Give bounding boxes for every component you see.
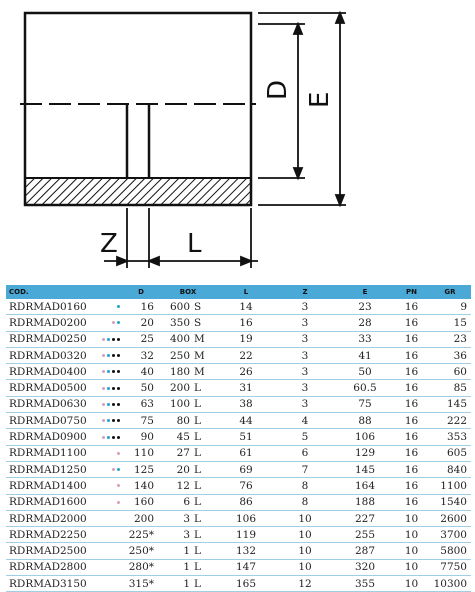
wall-section-hatch: [25, 178, 251, 205]
cell-cod: RDRMAD2500: [6, 543, 92, 559]
cell-cod: RDRMAD2000: [6, 510, 92, 526]
cell-marks: [92, 461, 124, 477]
availability-dot-icon: [112, 419, 115, 422]
box-quantity: 12: [176, 479, 190, 492]
box-quantity: 350: [169, 316, 190, 329]
cell-gr: 222: [429, 413, 471, 429]
cell-e: 88: [336, 413, 394, 429]
cell-z: 3: [274, 347, 336, 363]
cell-pn: 16: [394, 461, 429, 477]
cell-l: 76: [218, 478, 274, 494]
cell-l: 165: [218, 576, 274, 592]
box-unit: S: [194, 300, 202, 313]
cell-gr: 23: [429, 331, 471, 347]
cell-gr: 1540: [429, 494, 471, 510]
availability-dot-icon: [117, 370, 120, 373]
cell-d: 125: [124, 461, 158, 477]
cell-box: [158, 543, 218, 559]
box-unit: L: [194, 561, 201, 574]
box-unit: L: [194, 447, 201, 460]
cell-z: 10: [274, 527, 336, 543]
cell-gr: 15: [429, 315, 471, 331]
cell-box: [158, 429, 218, 445]
cell-marks: [92, 396, 124, 412]
cell-cod: RDRMAD0320: [6, 347, 92, 363]
table-row: [6, 543, 471, 559]
table-row: [6, 380, 471, 396]
dimension-z-l: [104, 208, 258, 268]
cell-z: 3: [274, 331, 336, 347]
table-row: [6, 445, 471, 461]
cell-z: 12: [274, 576, 336, 592]
dimension-e: [258, 13, 346, 205]
cell-z: 3: [274, 315, 336, 331]
availability-dot-icon: [112, 468, 115, 471]
table-row: [6, 347, 471, 363]
label-z: Z: [100, 229, 118, 259]
cell-l: 31: [218, 380, 274, 396]
box-unit: L: [194, 528, 201, 541]
cell-marks: [92, 331, 124, 347]
cell-d: 250*: [124, 543, 158, 559]
box-unit: L: [194, 479, 201, 492]
cell-l: 147: [218, 559, 274, 575]
product-spec-table: [6, 285, 471, 592]
cell-marks: [92, 364, 124, 380]
label-l: L: [187, 229, 202, 259]
cell-gr: 5800: [429, 543, 471, 559]
cell-e: 33: [336, 331, 394, 347]
cell-e: 60.5: [336, 380, 394, 396]
availability-dot-icon: [117, 321, 120, 324]
header-box: BOX: [158, 285, 218, 299]
cell-l: 16: [218, 315, 274, 331]
cell-l: 61: [218, 445, 274, 461]
cell-gr: 9: [429, 299, 471, 315]
box-quantity: 3: [183, 512, 190, 525]
cell-e: 106: [336, 429, 394, 445]
cell-cod: RDRMAD1250: [6, 461, 92, 477]
availability-dot-icon: [117, 484, 120, 487]
cell-z: 6: [274, 445, 336, 461]
cell-d: 16: [124, 299, 158, 315]
cell-z: 3: [274, 299, 336, 315]
box-quantity: 100: [169, 398, 190, 411]
table-row: [6, 331, 471, 347]
cell-box: [158, 445, 218, 461]
cell-cod: RDRMAD0250: [6, 331, 92, 347]
box-unit: S: [194, 316, 202, 329]
cell-box: [158, 380, 218, 396]
cell-pn: 10: [394, 576, 429, 592]
availability-dot-icon: [102, 370, 105, 373]
cell-cod: RDRMAD0630: [6, 396, 92, 412]
availability-dot-icon: [112, 321, 115, 324]
availability-dot-icon: [102, 419, 105, 422]
cell-marks: [92, 494, 124, 510]
box-quantity: 1: [183, 545, 190, 558]
cell-gr: 10300: [429, 576, 471, 592]
box-unit: L: [194, 545, 201, 558]
availability-dot-icon: [117, 452, 120, 455]
cell-pn: 16: [394, 429, 429, 445]
cell-z: 4: [274, 413, 336, 429]
cell-marks: [92, 347, 124, 363]
label-d: D: [263, 79, 293, 100]
box-quantity: 27: [176, 447, 190, 460]
availability-dot-icon: [107, 436, 110, 439]
cell-pn: 16: [394, 364, 429, 380]
cell-pn: 16: [394, 380, 429, 396]
cell-d: 90: [124, 429, 158, 445]
table-row: [6, 396, 471, 412]
box-quantity: 600: [169, 300, 190, 313]
cell-l: 26: [218, 364, 274, 380]
availability-dot-icon: [112, 338, 115, 341]
cell-box: [158, 331, 218, 347]
cell-cod: RDRMAD0200: [6, 315, 92, 331]
cell-box: [158, 510, 218, 526]
availability-dot-icon: [117, 436, 120, 439]
box-quantity: 180: [169, 365, 190, 378]
coupling-technical-drawing: [0, 0, 475, 280]
cell-l: 119: [218, 527, 274, 543]
coupling-body: [25, 13, 251, 205]
cell-pn: 10: [394, 543, 429, 559]
cell-box: [158, 527, 218, 543]
cell-e: 164: [336, 478, 394, 494]
cell-d: 225*: [124, 527, 158, 543]
header-e: E: [336, 285, 394, 299]
cell-d: 32: [124, 347, 158, 363]
table-row: [6, 299, 471, 315]
box-unit: L: [194, 414, 201, 427]
cell-e: 28: [336, 315, 394, 331]
cell-e: 355: [336, 576, 394, 592]
cell-l: 14: [218, 299, 274, 315]
cell-z: 5: [274, 429, 336, 445]
cell-pn: 10: [394, 527, 429, 543]
availability-dot-icon: [117, 305, 120, 308]
cell-marks: [92, 380, 124, 396]
cell-pn: 16: [394, 413, 429, 429]
cell-gr: 353: [429, 429, 471, 445]
availability-dot-icon: [107, 370, 110, 373]
box-quantity: 80: [176, 414, 190, 427]
table-header-row: [6, 285, 471, 299]
availability-dot-icon: [112, 354, 115, 357]
cell-pn: 16: [394, 315, 429, 331]
box-unit: M: [194, 365, 205, 378]
cell-pn: 16: [394, 445, 429, 461]
availability-dot-icon: [107, 403, 110, 406]
cell-gr: 145: [429, 396, 471, 412]
table-row: [6, 429, 471, 445]
cell-d: 75: [124, 413, 158, 429]
availability-dot-icon: [117, 501, 120, 504]
cell-l: 86: [218, 494, 274, 510]
cell-pn: 16: [394, 478, 429, 494]
cell-z: 3: [274, 380, 336, 396]
cell-marks: [92, 543, 124, 559]
cell-gr: 840: [429, 461, 471, 477]
availability-dot-icon: [117, 354, 120, 357]
table-row: [6, 461, 471, 477]
cell-marks: [92, 299, 124, 315]
box-unit: M: [194, 349, 205, 362]
header-d: D: [124, 285, 158, 299]
cell-d: 200: [124, 510, 158, 526]
cell-pn: 16: [394, 494, 429, 510]
cell-marks: [92, 315, 124, 331]
cell-cod: RDRMAD3150: [6, 576, 92, 592]
table-row: [6, 510, 471, 526]
cell-marks: [92, 478, 124, 494]
cell-gr: 2600: [429, 510, 471, 526]
cell-pn: 16: [394, 331, 429, 347]
cell-box: [158, 478, 218, 494]
cell-z: 3: [274, 364, 336, 380]
cell-e: 320: [336, 559, 394, 575]
cell-cod: RDRMAD0900: [6, 429, 92, 445]
cell-z: 10: [274, 543, 336, 559]
cell-box: [158, 413, 218, 429]
availability-dot-icon: [117, 419, 120, 422]
box-quantity: 1: [183, 561, 190, 574]
cell-l: 106: [218, 510, 274, 526]
cell-cod: RDRMAD0750: [6, 413, 92, 429]
box-quantity: 3: [183, 528, 190, 541]
availability-dot-icon: [112, 387, 115, 390]
cell-gr: 85: [429, 380, 471, 396]
cell-pn: 10: [394, 510, 429, 526]
cell-gr: 3700: [429, 527, 471, 543]
cell-z: 10: [274, 510, 336, 526]
table-row: [6, 364, 471, 380]
cell-d: 315*: [124, 576, 158, 592]
table-row: [6, 494, 471, 510]
header-z: Z: [274, 285, 336, 299]
label-e: E: [305, 91, 335, 108]
box-unit: L: [194, 382, 201, 395]
cell-e: 50: [336, 364, 394, 380]
cell-cod: RDRMAD2250: [6, 527, 92, 543]
header-pn: PN: [394, 285, 429, 299]
availability-dot-icon: [102, 387, 105, 390]
dimension-d: [258, 24, 305, 178]
cell-l: 38: [218, 396, 274, 412]
availability-dot-icon: [107, 338, 110, 341]
availability-dot-icon: [102, 338, 105, 341]
cell-l: 132: [218, 543, 274, 559]
cell-box: [158, 396, 218, 412]
cell-d: 280*: [124, 559, 158, 575]
cell-e: 129: [336, 445, 394, 461]
cell-l: 69: [218, 461, 274, 477]
cell-cod: RDRMAD1100: [6, 445, 92, 461]
box-unit: L: [194, 577, 201, 590]
cell-marks: [92, 576, 124, 592]
box-quantity: 6: [183, 496, 190, 509]
cell-z: 3: [274, 396, 336, 412]
box-quantity: 250: [169, 349, 190, 362]
availability-dot-icon: [117, 403, 120, 406]
availability-dot-icon: [102, 354, 105, 357]
cell-box: [158, 347, 218, 363]
internal-stop: [127, 104, 149, 178]
box-unit: M: [194, 333, 205, 346]
header-cod: COD.: [6, 285, 92, 299]
cell-z: 10: [274, 559, 336, 575]
table-row: [6, 413, 471, 429]
cell-e: 75: [336, 396, 394, 412]
cell-box: [158, 315, 218, 331]
cell-z: 8: [274, 478, 336, 494]
cell-e: 145: [336, 461, 394, 477]
cell-box: [158, 576, 218, 592]
table-row: [6, 478, 471, 494]
cell-marks: [92, 527, 124, 543]
availability-dot-icon: [112, 436, 115, 439]
cell-cod: RDRMAD1600: [6, 494, 92, 510]
cell-gr: 1100: [429, 478, 471, 494]
table-body: [6, 299, 471, 592]
cell-cod: RDRMAD0500: [6, 380, 92, 396]
availability-dot-icon: [112, 403, 115, 406]
availability-dot-icon: [117, 468, 120, 471]
cell-e: 227: [336, 510, 394, 526]
cell-l: 22: [218, 347, 274, 363]
cell-pn: 16: [394, 396, 429, 412]
cell-pn: 16: [394, 299, 429, 315]
cell-cod: RDRMAD0400: [6, 364, 92, 380]
cell-d: 63: [124, 396, 158, 412]
cell-d: 40: [124, 364, 158, 380]
box-quantity: 200: [169, 382, 190, 395]
box-unit: L: [194, 398, 201, 411]
cell-marks: [92, 445, 124, 461]
cell-cod: RDRMAD2800: [6, 559, 92, 575]
cell-d: 140: [124, 478, 158, 494]
cell-d: 160: [124, 494, 158, 510]
cell-e: 255: [336, 527, 394, 543]
cell-box: [158, 461, 218, 477]
cell-d: 110: [124, 445, 158, 461]
cell-gr: 60: [429, 364, 471, 380]
cell-d: 25: [124, 331, 158, 347]
table-row: [6, 315, 471, 331]
cell-z: 8: [274, 494, 336, 510]
cell-d: 20: [124, 315, 158, 331]
cell-box: [158, 299, 218, 315]
box-quantity: 20: [176, 463, 190, 476]
cell-z: 7: [274, 461, 336, 477]
header-gr: GR: [429, 285, 471, 299]
box-quantity: 400: [169, 333, 190, 346]
table-row: [6, 527, 471, 543]
cell-cod: RDRMAD1400: [6, 478, 92, 494]
table-row: [6, 576, 471, 592]
cell-gr: 36: [429, 347, 471, 363]
header-marks: [92, 285, 124, 299]
cell-marks: [92, 413, 124, 429]
cell-box: [158, 559, 218, 575]
cell-cod: RDRMAD0160: [6, 299, 92, 315]
availability-dot-icon: [102, 436, 105, 439]
cell-box: [158, 364, 218, 380]
box-unit: L: [194, 431, 201, 444]
box-unit: L: [194, 496, 201, 509]
cell-box: [158, 494, 218, 510]
box-unit: L: [194, 463, 201, 476]
availability-dot-icon: [107, 354, 110, 357]
cell-e: 23: [336, 299, 394, 315]
availability-dot-icon: [117, 387, 120, 390]
cell-marks: [92, 559, 124, 575]
cell-gr: 7750: [429, 559, 471, 575]
cell-e: 287: [336, 543, 394, 559]
cell-pn: 10: [394, 559, 429, 575]
cell-pn: 16: [394, 347, 429, 363]
cell-marks: [92, 429, 124, 445]
cell-e: 41: [336, 347, 394, 363]
box-unit: L: [194, 512, 201, 525]
cell-l: 19: [218, 331, 274, 347]
box-quantity: 1: [183, 577, 190, 590]
header-l: L: [218, 285, 274, 299]
table-row: [6, 559, 471, 575]
cell-l: 51: [218, 429, 274, 445]
cell-gr: 605: [429, 445, 471, 461]
box-quantity: 45: [176, 431, 190, 444]
availability-dot-icon: [102, 403, 105, 406]
availability-dot-icon: [107, 419, 110, 422]
cell-l: 44: [218, 413, 274, 429]
availability-dot-icon: [112, 370, 115, 373]
availability-dot-icon: [117, 338, 120, 341]
availability-dot-icon: [107, 387, 110, 390]
cell-marks: [92, 510, 124, 526]
cell-e: 188: [336, 494, 394, 510]
cell-d: 50: [124, 380, 158, 396]
